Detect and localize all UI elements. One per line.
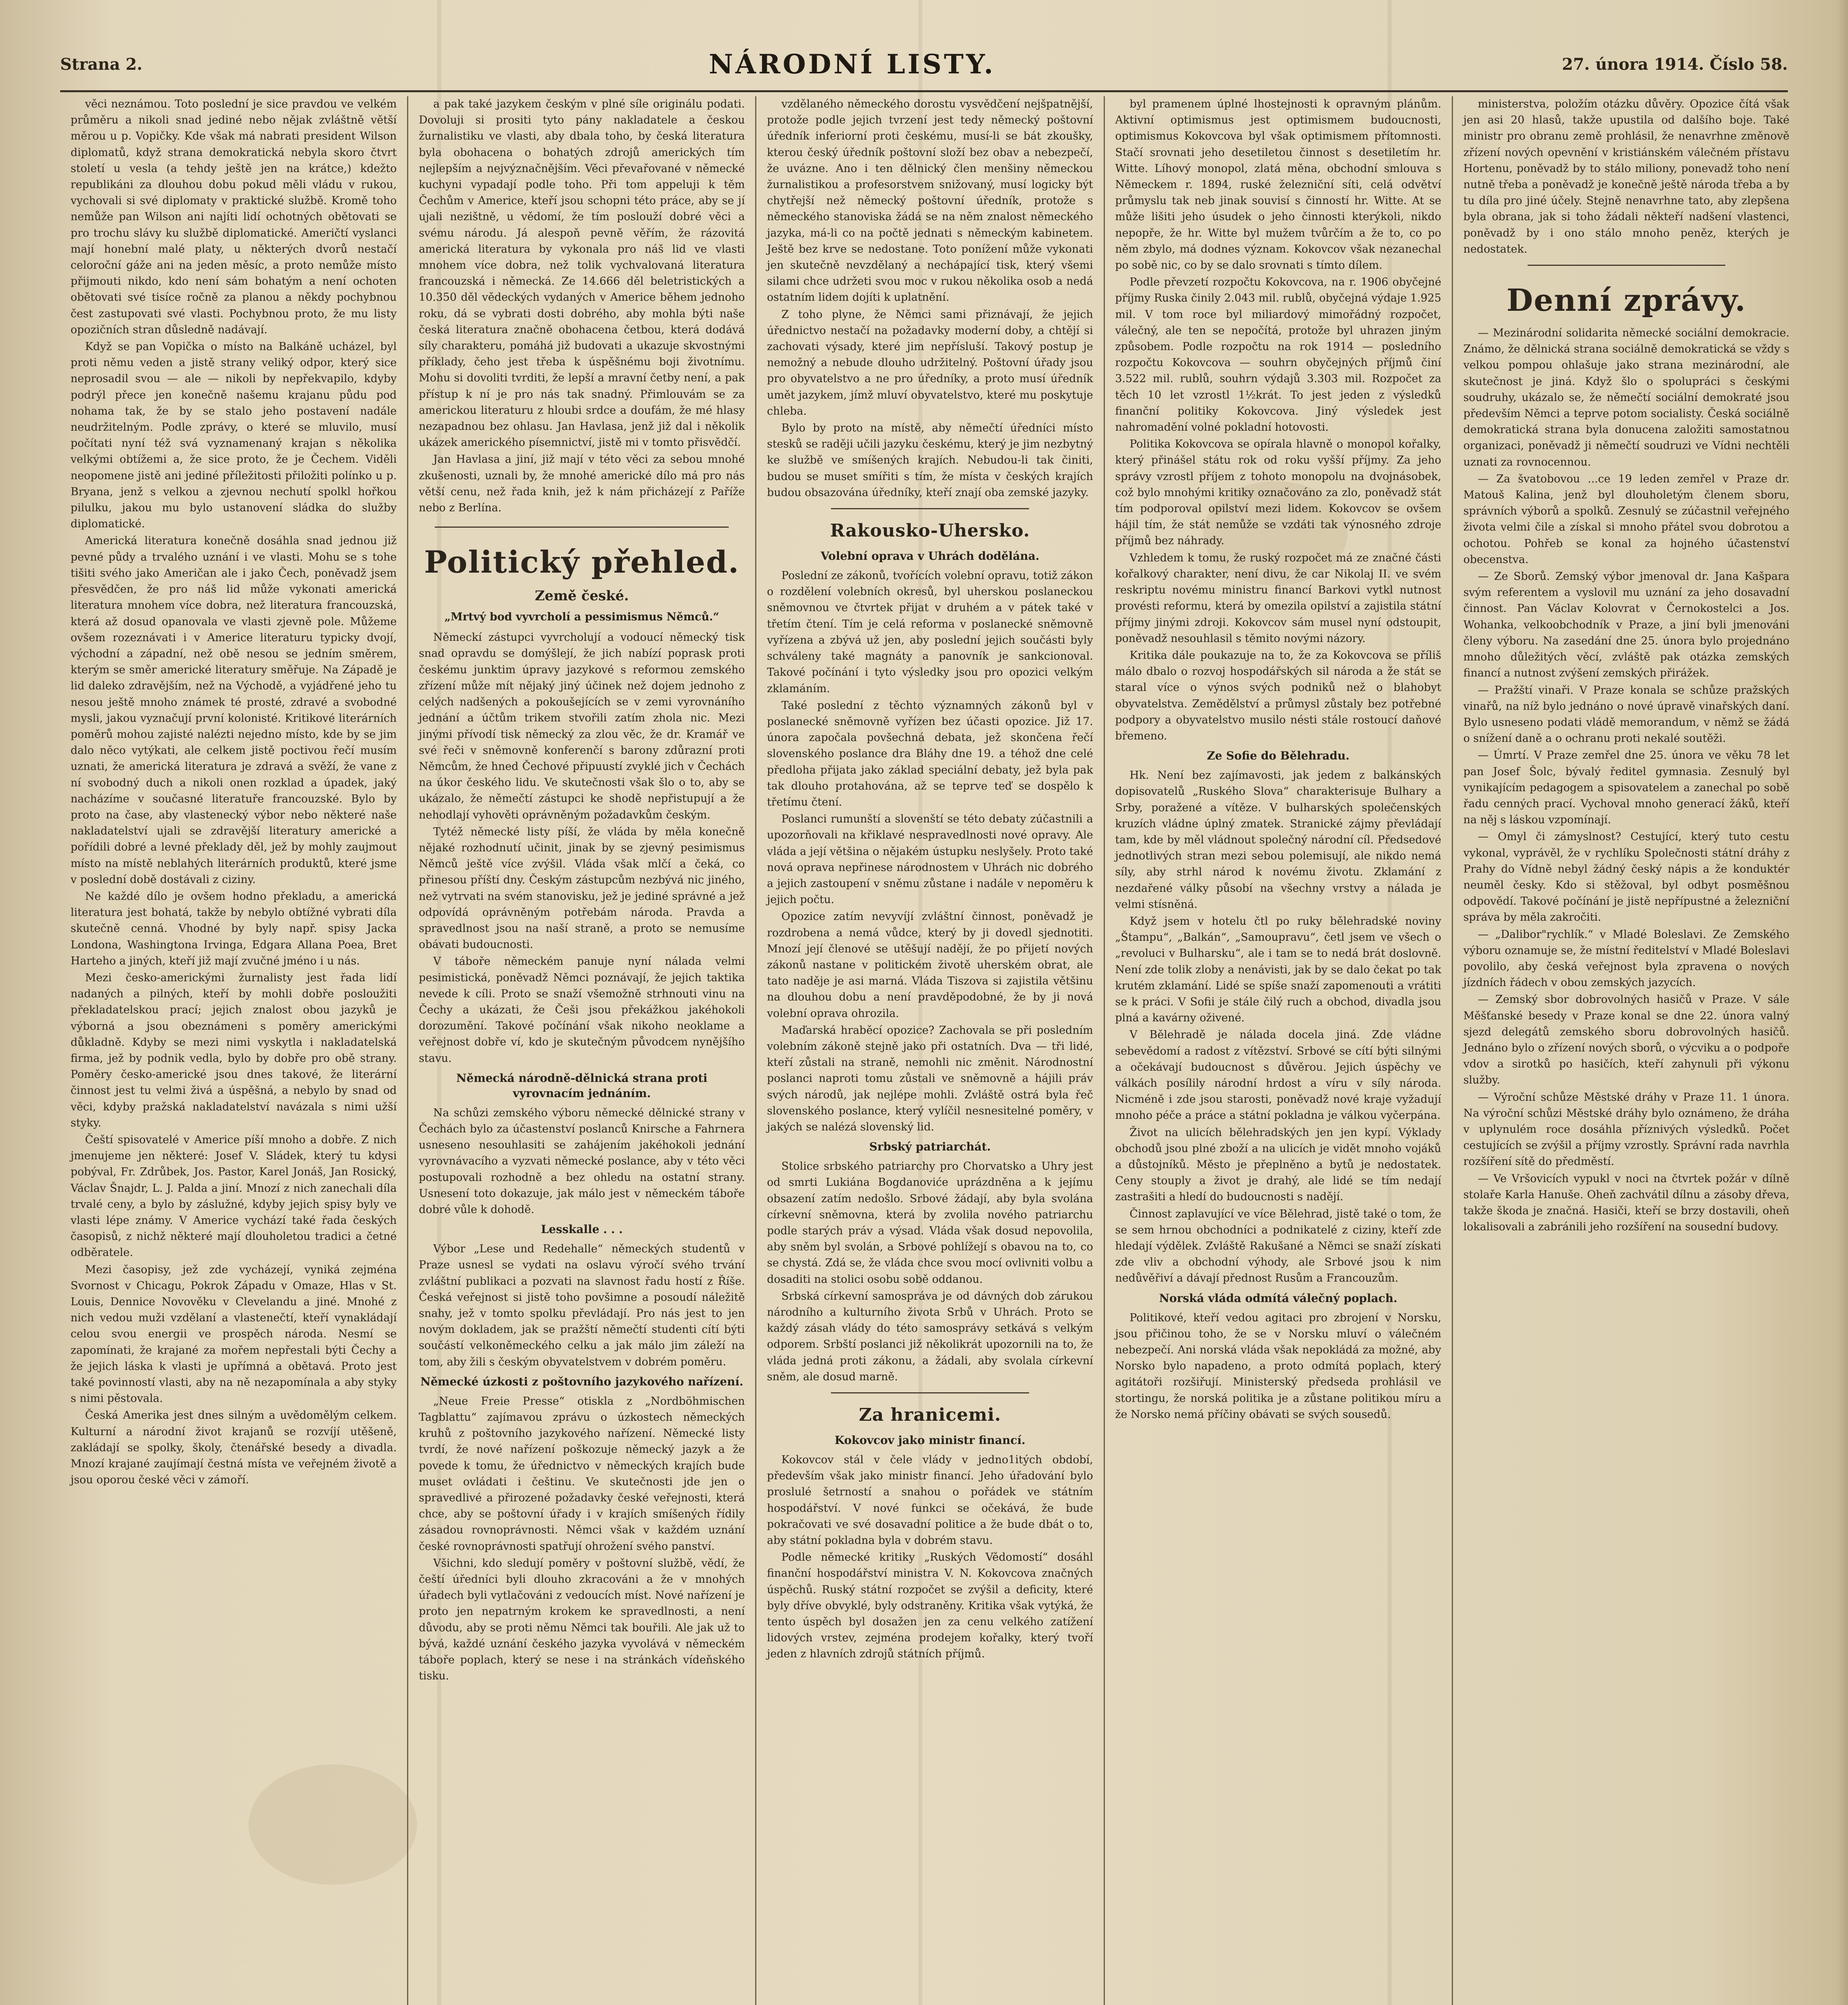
- paragraph: Kritika dále poukazuje na to, že za Kokovcova se příliš málo dbalo o rozvoj hospodářských sil národa a že stát se staral více o výnos svých podniků než o blahobyt obyvatelstva. Zemědělství a průmysl zůstaly bez potřebné podpory a obyvatelstvo musilo nésti stále rostoucí daňové břemeno.: [1115, 649, 1441, 742]
- paragraph: ministerstva, položím otázku důvěry. Opozice čítá však jen asi 20 hlasů, takže upustila od dalšího boje. Také ministr pro obranu země prohlásil, že nenavrhne změnově zřízení nových opevnění v kristiánském válečném přístavu Hortenu, poněvadž by to stálo miliony, ponevadž toho není nutně třeba a poněvadž je konečně ještě národa třeba a by tu díla pro jiné účely. Stejně nenavrhne tato, aby zlepšena byla obrana, jak si toho žádali někteří nadšení vlastenci, poněvadž by i ono stálo mnoho peněz, kterých je nedostatek.: [1463, 98, 1790, 255]
- paragraph: Podle německé kritiky „Ruských Vědomostí“ dosáhl finanční hospodářství ministra V. N. Kokovcova značných úspěchů. Ruský státní rozpočet se zvýšil a deficity, které byly dříve obvyklé, byly odstraněny. Kritika však vytýká, že tento úspěch byl dosažen jen za cenu velkého zatížení lidových vrstev, zejména prodejem kořalky, který tvoří jeden z hlavních zdrojů státních příjmů.: [767, 1551, 1093, 1661]
- news-item: — Mezinárodní solidarita německé sociální demokracie. Známo, že dělnická strana sociálně demokratická se vždy s velkou pompou ohlašuje jako strana mezinárodní, ale skutečnost je jiná. Když šlo o spolupráci s českými soudruhy, ukázalo se, že němečtí sociální demokraté jsou především Němci a teprve potom socialisty. Česká sociálně demokratická strana byla donucena založiti samostatnou organizaci, poněvadž ji němečtí soudruzi ve Vídni nechtěli uznati za rovnocennou.: [1463, 327, 1790, 468]
- paragraph: Výbor „Lese und Redehalle“ německých studentů v Praze usnesl se vydati na oslavu výročí svého trvání zvláštní publikaci a pozvati na slavnost řadu hostí z Říše. Česká veřejnost si jistě toho povšimne a posoudí náležitě snahy, jež v tomto spolku převládají. Pro nás jest to jen novým dokladem, jak se pražští němečtí studenti cítí býti součástí velkoněmeckého celku a jak málo jim záleží na tom, aby žili s českým obyvatelstvem v dobrém poměru.: [419, 1243, 745, 1368]
- news-item: — Zemský sbor dobrovolných hasičů v Praze. V sále Měšťanské besedy v Praze konal se dne 22. února valný sjezd delegátů zemského sboru dobrovolných hasičů. Jednáno bylo o zřízení nových sborů, o výcviku a o podpoře vdov a sirotků po hasičích, kteří zahynuli při výkonu služby.: [1463, 993, 1790, 1087]
- paragraph: Poslední ze zákonů, tvořících volební opravu, totiž zákon o rozdělení volebních okresů, byl uherskou poslaneckou sněmovnou ve čtvrtek přijat v druhém a v pátek také v třetím čtení. Tím je celá reforma v poslanecké sněmovně vyřízena a zbývá už jen, aby poslední jejich součásti byly schváleny také magnáty a panovník je sankcionoval. Takové počínání i tyto výsledky jsou pro opozici velkým zklamáním.: [767, 569, 1093, 695]
- paragraph: Politikové, kteří vedou agitaci pro zbrojení v Norsku, jsou přičinou toho, že se v Norsku mluví o válečném nebezpečí. Ani norská vláda však nepokládá za možné, aby Norsko bylo napadeno, a proto odmítá poplach, který agitátoři rozšiřují. Ministerský předseda prohlásil ve stortingu, že norská politika je a zůstane politikou míru a že Norsko nemá příčiny obávati se svých sousedů.: [1115, 1311, 1441, 1421]
- news-item: — Výroční schůze Městské dráhy v Praze 11. 1 února. Na výroční schůzi Městské dráhy bylo oznámeno, že dráha v uplynulém roce dosáhla příznivých výsledků. Počet cestujících se zvýšil a příjmy vzrostly. Správní rada navrhla rozšíření sítě do předměstí.: [1463, 1091, 1790, 1168]
- article-title: „Mrtvý bod vyvrcholí a pessimismus Němců.“: [444, 611, 719, 624]
- paragraph: Mezi česko-americkými žurnalisty jest řada lidí nadaných a pilných, kteří by mohli dobře posloužiti překladatelskou prací; jejich znalost obou jazyků je výborná a jsou obeznámeni s poměry americkými důkladně. Kdyby se mezi nimi vyskytla i nakladatelská firma, jež by podnik vedla, bylo by dobře pro obě strany. Poměry česko-americké jsou dnes takové, že literární činnost jest tu velmi živá a úspěšná, a nebylo by snad od věci, kdyby pražská nakladatelství navázala s nimi užší styky.: [71, 971, 397, 1129]
- article-title: Norská vláda odmítá válečný poplach.: [1159, 1291, 1398, 1305]
- paragraph: Vzhledem k tomu, že ruský rozpočet má ze značné části kořalkový charakter, není divu, že car Nikolaj II. ve svém reskriptu novému ministru financí Barkovi vytkl nutnost provésti reformu, která by omezila opilství a zajistila státní příjmy jinými zdroji. Kokovcov sám musel nyní odstoupit, poněvadž nesouhlasil s těmito novými názory.: [1115, 551, 1441, 645]
- paragraph: Česká Amerika jest dnes silným a uvědomělým celkem. Kulturní a národní život krajanů se rozvíjí utěšeně, zakládají se spolky, školy, čtenářské besedy a divadla. Mnozí krajané zaujímají čestná místa ve veřejném životě a jsou oporou české věci v zámoří.: [71, 1409, 397, 1487]
- paragraph: V Bělehradě je nálada docela jiná. Zde vládne sebevědomí a radost z vítězství. Srbové se cítí býti silnými a očekávají budoucnost s důvěrou. Jejich úspěchy ve válkách posílily národní hrdost a víru v síly národa. Nicméně i zde jsou starosti, poněvadž nové kraje vyžadují mnoho péče a práce a státní pokladna je válkou vyčerpána.: [1115, 1029, 1441, 1122]
- paragraph: Kokovcov stál v čele vlády v jedno1itých období, především však jako ministr financí. Jeho úřadování bylo proslulé šetrností a snahou o pořádek ve státním hospodářství. V nové funkci se očekává, že bude pokračovati ve své dosavadní politice a že bude dbát o to, aby státní pokladna byla v dobrém stavu.: [767, 1454, 1093, 1547]
- article-title: Německé úzkosti z poštovního jazykového nařízení.: [420, 1375, 744, 1388]
- paragraph: a pak také jazykem českým v plné síle originálu podati. Dovoluji si prositi tyto pány nakladatele a českou žurnalistiku ve vlasti, aby dbala toho, by česká literatura byla obohacena o bohatých zdrojů amerických tím nejlepším a nejvýznačnějším. Věci převařované v německé kuchyni vypadají podle toho. Při tom appeluji k těm Čechům v Americe, kteří jsou schopni této práce, aby se jí ujali nezištně, u vědomí, že tím poslouží dobré věci a svému národu. Já alespoň pevně věřím, že rázovitá americká literatura by vykonala pro náš lid ve vlasti mnohem více dobra, než tolik vychvalovaná literatura francouzská i německá. Ze 14.666 děl beletristických a 10.350 děl vědeckých vydaných v Americe během jednoho roku, dá se vybrati dosti dobrého, aby mohla býti naše česká literatura značně obohacena četbou, která dodává síly charakteru, pomáhá již budovati a ukazuje skvostnými příklady, čeho jest třeba k úspěšnému boji životnímu. Mohu si dovoliti tvrditi, že lepší a mravní četby není, a pak přístup k ní je pro nás tak snadný. Přimlouvám se za americkou literaturu z hloubi srdce a doufám, že mé hlasy nezapadnou bez ohlasu. Jan Havlasa, jenž již dal i několik ukázek amerického písemnictví, jistě mi v tomto přisvědčí.: [419, 98, 745, 449]
- paragraph: Opozice zatím nevyvíjí zvláštní činnost, poněvadž je rozdrobena a nemá vůdce, který by ji dovedl sjednotiti. Mnozí její členové se utěšují nadějí, že po přijetí nových zákonů nastane v politickém životě uherském obrat, ale tato naděje je asi marná. Vláda Tiszova si zajistila většinu na dlouhou dobu a není pravděpodobné, že by ji nová volební oprava ohrozila.: [767, 910, 1093, 1020]
- news-item: — Za švatobovou ...ce 19 leden zemřel v Praze dr. Matouš Kalina, jenž byl dlouholetým členem sboru, správních výborů a spolků. Zesnulý se zúčastnil veřejného života velmi čile a získal si mnoho přátel svou dobrotou a ochotou. Pohřeb se konal za hojného účastenství obecenstva.: [1463, 472, 1790, 566]
- paragraph: Ne každé dílo je ovšem hodno překladu, a americká literatura jest bohatá, takže by nebylo obtížné vybrati díla skutečně cenná. Vhodné by byly např. spisy Jacka Londona, Washingtona Irvinga, Edgara Allana Poea, Bret Harteho a jiných, kteří již mají zvučné jméno i u nás.: [71, 890, 397, 967]
- paragraph: Tytéž německé listy píší, že vláda by měla konečně nějaké rozhodnutí učinit, jinak by se zjevný pesimismus Němců ještě více zvýšil. Vláda však mlčí a čeká, co přinesou příští dny. Českým zástupcům nezbývá nic jiného, než vytrvati na svém stanovisku, jež je jediné správné a jež odpovídá oprávněným potřebám národa. Pravda a spravedlnost jsou na naší straně, a proto se nemusíme obávati budoucnosti.: [419, 825, 745, 951]
- article-title: Kokovcov jako ministr financí.: [835, 1434, 1025, 1447]
- date-issue: 27. února 1914. Číslo 58.: [1562, 55, 1788, 74]
- paragraph: Když se pan Vopička o místo na Balkáně ucházel, byl proti němu veden a jistě strany veliký odpor, který sice neprosadil svou — ale — nikoli by nepřekvapilo, kdyby podrýl přece jen konečně našemu krajanu půdu pod nohama tak, že by se stalo jeho postavení nadále neudržitelným. Podle zprávy, o které se mluvilo, musí počítati nyní též svá vyznamenaný krajan s několika velkými obtížemi a, že sice proto, že je Čechem. Viděli neopomene jistě ani jediné příležitosti přiložiti polínko u p. Bryana, jenž s velkou a zjevnou nechutí spolkl hořkou pilulku, jakou mu bylo ustanovení sládka do služby diplomatické.: [71, 340, 397, 531]
- paragraph: byl pramenem úplné lhostejnosti k opravným plánům. Aktivní optimismus jest optimismem budoucnosti, optimismus Kokovcova byl však optimismem přítomnosti. Stačí srovnati jeho desetiletou činnost s desetiletím hr. Witte. Líhový monopol, zlatá měna, obchodní smlouva s Německem r. 1894, ruské železniční síti, celá odvětví průmyslu tak neb jinak souvisí s činností hr. Witte. At se může lišiti jeho úsudek o jeho činnosti kterýkoli, nikdo nepopře, že hr. Witte byl mužem tvůrčím a že to, co po něm zbylo, má dodnes význam. Kokovcov však nezanechal po sobě nic, co by se dalo srovnati s tímto dílem.: [1115, 98, 1441, 272]
- section-title-politicky-prehled: Politický přehled.: [424, 544, 740, 580]
- paragraph: Všichni, kdo sledují poměry v poštovní službě, vědí, že čeští úředníci byli dlouho zkracováni a že v mnohých úřadech byli vytlačováni z vedoucích míst. Nové nařízení je proto jen nepatrným krokem ke spravedlnosti, a není důvodu, aby se proti němu Němci tak bouřili. Ale jak už to bývá, každé uznání českého jazyka vyvolává v německém táboře poplach, který se nese i na stránkách vídeňského tisku.: [419, 1557, 745, 1683]
- paragraph: Mezi časopisy, jež zde vycházejí, vyniká zejména Svornost v Chicagu, Pokrok Západu v Omaze, Hlas v St. Louis, Dennice Novověku v Clevelandu a jiné. Mnohé z nich vedou muži vzdělaní a vlastenečtí, kteří vynakládají celou svou energii ve prospěch národa. Nesmí se zapomínati, že krajané za mořem nepřestali býti Čechy a že jejich láska k vlasti je upřímná a obětavá. Proto jest také povinností vlasti, aby na ně nezapomínala a aby styky s nimi pěstovala.: [71, 1263, 397, 1405]
- section-title-denni-zpravy: Denní zprávy.: [1506, 282, 1747, 318]
- news-item: — „Dalibor"rychlík.“ v Mladé Boleslavi. Ze Zemského výboru oznamuje se, že místní ředitelství v Mladé Boleslavi povolilo, aby česká veřejnost byla zpravena o nových jízdních řádech v obou zemských jazycích.: [1463, 928, 1790, 989]
- news-item: — Ze Sborů. Zemský výbor jmenoval dr. Jana Kašpara svým referentem a vyslovil mu uznání za jeho dosavadní činnost. Pan Václav Kolovrat v Černokostelci a Jos. Wohanka, velkoobchodník v Praze, a jiní byli jmenováni členy výboru. Na zasedání dne 25. února bylo projednáno mnoho důležitých věcí, zvláště pak otázka zemských financí a nutnost zvýšení zemských přirážek.: [1463, 570, 1790, 680]
- paragraph: Činnost zaplavující ve více Bělehrad, jistě také o tom, že se sem hrnou obchodníci a podnikatelé z ciziny, kteří zde hledají výdělek. Zvláště Rakušané a Němci se snaží získati zde vliv a obchodní výhody, ale Srbové jsou k nim nedůvěřiví a dávají přednost Rusům a Francouzům.: [1115, 1207, 1441, 1285]
- article-title: Srbský patriarchát.: [869, 1140, 991, 1154]
- paragraph: Americká literatura konečně dosáhla snad jednou již pevné půdy a trvalého uznání i ve vlasti. Mohu se s tohe tišiti svého jako Američan ale i jako Čech, poněvadž jsem přesvědčen, že pro náš lid může vykonati americká literatura mnohem více dobra, než literatura francouzská, která až dosud opanovala ve vlasti zjevně pole. Můžeme ovšem rozeznávati i v Americe literaturu typicky dvojí, východní a západní, než obě nesou se jedním směrem, kterým se směr americké literatury směřuje. Na Západě je lid daleko zdravějším, než na Východě, a vyjádřené jeho tu nesou ještě mnoho známek té prosté, zdravé a svobodné mysli, jakou vyznačují první kolonisté. Kritikové literárních poměrů mohou zajisté nalézti nejedno místo, kde by se jim dalo něco vytýkati, ale celkem jistě poctivou řečí musím uznati, že americká literatura je zdravá a svěží, že vane z ní svobodný duch a nikoli onen rozklad a úpadek, jaký nacházíme v současné literatuře francouzské. Bylo by proto na čase, aby vlastenecký výbor nebo některé naše nakladatelství ujali se zdravější literatury americké a pořídili dobré a levné překlady děl, jež by mohly zaujmout místo na místě neblahých literárních produktů, které jsme v poslední době dostávali z ciziny.: [71, 535, 397, 886]
- column-4: [1105, 96, 1453, 2005]
- paragraph: Poslanci rumunští a slovenští se této debaty zúčastnili a upozorňovali na křiklavé nespravedlnosti nové opravy. Ale vláda a její většina o nějakém ústupku neslyšely. Proto také nová oprava nepřinese národnostem v Uhrách nic dobrého a jejich zastoupení v sněmu zůstane i nadále v nepoměru k jejich počtu.: [767, 813, 1093, 906]
- news-item: — Omyl či zámyslnost? Cestující, který tuto cestu vykonal, vyprávěl, že v rychlíku Společnosti státní dráhy z Prahy do Vídně nebyl žádný český nápis a že konduktér neuměl česky. Kdo si stěžoval, byl odbyt posměšnou odpovědí. Takové počínání je jistě nepřípustné a železniční správa by měla zakročiti.: [1463, 830, 1790, 924]
- article-title: Lesskalle . . .: [541, 1223, 623, 1236]
- column-3: [756, 96, 1104, 2005]
- page-number: Strana 2.: [60, 55, 143, 74]
- paragraph: Jan Havlasa a jiní, již mají v této věci za sebou mnohé zkušenosti, uznali by, že mnohé americké dílo má pro nás větší cenu, než řada knih, jež k nám přicházejí z Paříže nebo z Berlína.: [419, 453, 745, 514]
- column-2: [408, 96, 756, 2005]
- news-item: — Úmrtí. V Praze zemřel dne 25. února ve věku 78 let pan Josef Šolc, bývalý ředitel gymnasia. Zesnulý byl vynikajícím pedagogem a spisovatelem a zanechal po sobě řadu cenných prací. Vychoval mnoho generací žáků, kteří na něj s láskou vzpomínají.: [1463, 749, 1790, 826]
- torn-edge: [1837, 0, 1848, 2005]
- paragraph: Německí zástupci vyvrcholují a vodoucí německý tisk snad opravdu se domýšlejí, že jich nabízí poprask proti českému junktim úpravy jazykové s reformou zemského zřízení může mít nějaký jiný účinek než dojem jednoho z celých nadšených a pokoušejících se v zemi vyrovnáního jednání a účtům trikem stvořili zatím zhola nic. Mezi jinými přívodí tisk německý za zlou věc, že dr. Kramář ve své řeči v sněmovně konferenčí s barony zdůrazní proti Němcům, že hned Čechové připuustí zvyklé jich v Čechách na úkor českého lidu. Ve skutečnosti však šlo o to, aby se ukázalo, že němečtí zástupci ke shodě nepřistupují a že nehodlají vyhověti oprávněným požadavkům českým.: [419, 631, 745, 821]
- section-title-za-hranicemi: Za hranicemi.: [859, 1405, 1001, 1426]
- paragraph: Když jsem v hotelu čtl po ruky bělehradské noviny „Štampu“, „Balkán“, „Samoupravu“, četl jsem ve všech o „revoluci v Bulharsku“, ale i tam se to nedá brát doslovně. Není zde tolik zloby a nenávisti, jak by se dalo čekat po tak krutém zklamání. Lidé se spíše snaží zapomenouti a vrátiti se k práci. V Sofii je stále čilý ruch a obchod, divadla jsou plná a kavárny oživené.: [1115, 915, 1441, 1025]
- paragraph: Také poslední z těchto významných zákonů byl v poslanecké sněmovně vyřízen bez účasti opozice. Již 17. února započala povšechná debata, jež skončena řečí slovenského poslance dra Bláhy dne 19. a téhož dne celé předloha přijata jako základ speciální debaty, jež byla pak tak dlouho protahována, až se teprve teď se dospělo k třetímu čtení.: [767, 699, 1093, 808]
- section-divider: [435, 527, 729, 528]
- section-divider: [1528, 265, 1725, 266]
- paragraph: Srbská církevní samospráva je od dávných dob zárukou národního a kulturního života Srbů v Uhrách. Proto se každý zásah vlády do této samosprávy setkává s velkým odporem. Srbští poslanci již několikrát upozornili na to, že vláda jedná proti zákonu, a žádali, aby svolala církevní sněm, ale dosud marně.: [767, 1290, 1093, 1383]
- article-columns: [60, 96, 1800, 2005]
- section-divider: [831, 1392, 1029, 1393]
- column-5: [1453, 96, 1800, 2005]
- newspaper-title: NÁRODNÍ LISTY.: [709, 49, 996, 80]
- paragraph: Bylo by proto na místě, aby němečtí úředníci místo stesků se raději učili jazyku českému, který je jim nezbytný ke službě ve smíšených krajích. Nebudou-li tak činiti, budou se muset smířiti s tím, že místa v českých krajích budou obsazována úředníky, kteří znají oba zemské jazyky.: [767, 422, 1093, 499]
- section-title-rakousko-uhersko: Rakousko-Uhersko.: [830, 520, 1030, 541]
- paragraph: „Neue Freie Presse“ otiskla z „Nordböhmischen Tagblattu“ zajímavou zprávu o úzkostech německých kruhů z poštovního jazykového nařízení. Německé listy tvrdí, že nové nařízení poškozuje německý jazyk a že povede k tomu, že úřednictvo v německých krajích bude muset ovládati i češtinu. Ve skutečnosti jde jen o spravedlivé a přirozené požadavky české veřejnosti, která chce, aby se poštovní úřady i v krajích smíšených řídily zásadou rovnoprávnosti. Němci však v každém uznání české rovnoprávnosti spatřují ohrožení svého panství.: [419, 1395, 745, 1553]
- section-divider: [831, 508, 1029, 509]
- paragraph: Podle převzetí rozpočtu Kokovcova, na r. 1906 obyčejné příjmy Ruska činily 2.043 mil. rublů, obyčejná výdaje 1.925 mil. V tom roce byl miliardový mimořádný rozpočet, válečný, ale ten se nepočítá, protože byl uhrazen jiným způsobem. Podle rozpočtu na rok 1914 — posledního rozpočtu Kokovcova — souhrn obyčejných příjmů činí 3.522 mil. rublů, souhrn výdajů 3.303 mil. Rozpočet za těch 10 let vzrostl 1½krát. To jest jeden z výsledků finanční politiky Kokovcova. Jiný výsledek jest nahromadění volné pokladní hotovosti.: [1115, 276, 1441, 434]
- article-title: Ze Sofie do Bělehradu.: [1207, 749, 1350, 763]
- news-item: — Ve Vršovicích vypukl v noci na čtvrtek požár v dílně stolaře Karla Hanuše. Oheň zachvátil dílnu a zásoby dřeva, takže škoda je značná. Hasiči, kteří se brzy dostavili, oheň lokalisovali a zabránili jeho rozšíření na sousední budovy.: [1463, 1172, 1790, 1233]
- paragraph: Na schůzi zemského výboru německé dělnické strany v Čechách bylo za účastenství poslanců Knirsche a Fahrnera usneseno nesouhlasiti se zahájením jakéhokoli jednání vyrovnávacího a vyzvati německé poslance, aby v této věci postupovali rozhodně a bez ohledu na ostatní strany. Usnesení toto dokazuje, jak málo jest v německém táboře dobré vůle k dohodě.: [419, 1106, 745, 1216]
- paragraph: V táboře německém panuje nyní nálada velmi pesimistická, poněvadž Němci poznávají, že jejich taktika nevede k cíli. Proto se snaží všemožně strhnouti vinu na Čechy a ukázati, že Češi jsou překážkou jakéhokoli dorozumění. Takové počínání však nikoho neoklame a veřejnost dobře ví, kdo je skutečným původcem nynějšího stavu.: [419, 955, 745, 1065]
- paragraph: věci neznámou. Toto poslední je sice pravdou ve velkém průměru a nikoli snad jediné nebo nějak zvláštně větší měrou u p. Vopičky. Kde však má nabrati president Wilson diplomatů, když strana demokratická nebyla skoro čtvrt století u vesla (a tehdy ještě jen na krátce,) kdežto republikáni za dlouhou dobu pokud měli vládu v rukou, vychovali si své diplomaty v praktické službě. Kromě toho nemůže pan Wilson ani najíti lidí ochotných obětovati se pro trochu slávy ku službě diplomatické. Američtí vyslanci mají honební malé platy, u některých dvorů nestačí celoroční gáže ani na jeden měsíc, a proto nemůže místo přijmouti nikdo, kdo není sám bohatým a není ochoten obětovati své tisíce ročně za planou a někdy pochybnou čest zastupovati své vlasti. Pochybnou proto, že mu listy opozičních stran důsledně nadávají.: [71, 98, 397, 336]
- paragraph: vzdělaného německého dorostu vysvědčení nejšpatnější, protože podle jejich tvrzení jest tedy německý poštovní úředník inferiorní proti českému, musí-li se bát zkoušky, kterou český úředník poštovní složí bez obav a nebezpečí, že uvázne. Ano i ten dělnický člen menšiny německou žurnalistikou a profesorstvem snižovaný, musí logicky být chytřejší než německý poštovní úředník, protože s německého stanoviska žádá se na něm znalost německého jazyka, má-li co na počtě jednati s německým kabinetem. Ještě bez krve se nedostane. Toto ponížení může vykonati jen skutečně nevzdělaný a nechápající tisk, který všemi silami chce udržeti svou moc v rukou několika osob a nedá ostatním lidem dojíti k uplatnění.: [767, 98, 1093, 304]
- paragraph: Hk. Není bez zajímavosti, jak jedem z balkánských dopisovatelů „Ruského Slova“ charakterisuje Bulhary a Srby, poražené a vítěze. V bulharských společenských kruzích vládne úplný zmatek. Stranické zájmy převládají tam, kde by měl vládnout společný národní cíl. Předsedové jednotlivých stran mezi sebou polemisují, ale nikdo nemá síly, aby strhl národ k novému životu. Zklamání z nezdařené války působí na všechny vrstvy a nálada je velmi stísněná.: [1115, 769, 1441, 911]
- paragraph: Politika Kokovcova se opírala hlavně o monopol kořalky, který přinášel státu rok od roku vyšší příjmy. Za jeho správy vzrostl příjem z tohoto monopolu na dvojnásobek, což bylo mnohými kritiky označováno za zlo, poněvadž stát tím podporoval opilství mezi lidem. Kokovcov se ovšem hájil tím, že stát nemůže se vzdáti tak výnosného zdroje příjmů bez náhrady.: [1115, 438, 1441, 547]
- subsection-title: Země české.: [535, 588, 629, 604]
- paragraph: Život na ulicích bělehradských jen jen kypí. Výklady obchodů jsou plné zboží a na ulicích je vidět mnoho vojáků a důstojníků. Město je přeplněno a bytů je nedostatek. Ceny stouply a život je drahý, ale lidé se tím nedají zastrašiti a hledí do budoucnosti s nadějí.: [1115, 1126, 1441, 1203]
- paragraph: Z toho plyne, že Němci sami přiznávají, že jejich úřednictvo nestačí na požadavky moderní doby, a chtějí si zachovati výsady, které jim nepřísluší. Takový postup je nemožný a nebude dlouho udržitelný. Poštovní úřady jsou pro obyvatelstvo a ne pro úředníky, a proto musí úředník umět jazykem, jímž mluví obyvatelstvo, které mu poskytuje chleba.: [767, 308, 1093, 417]
- article-title: Německá národně-dělnická strana proti vyrovnacím jednáním.: [456, 1071, 707, 1100]
- masthead: [60, 38, 1788, 92]
- paragraph: Maďarská hraběcí opozice? Zachovala se při posledním volebním zákoně stejně jako při ostatních. Dva — tři lidé, kteří zůstali na straně, nemohli nic změnit. Národnostní poslanci naproti tomu zůstali ve sněmovně a hájili práv svých národů, jak nejlépe mohli. Zvláště ostrá byla řeč slovenského poslance, který vylíčil nesnesitelné poměry, v jakých se nalézá slovenský lid.: [767, 1024, 1093, 1133]
- news-item: — Pražští vinaři. V Praze konala se schůze pražských vinařů, na níž bylo jednáno o nové úpravě vinařských daní. Bylo usneseno podati vládě memorandum, v němž se žádá o snížení daně a o ochranu proti nekalé soutěži.: [1463, 684, 1790, 745]
- paragraph: Stolice srbského patriarchy pro Chorvatsko a Uhry jest od smrti Lukiána Bogdanoviće uprázdněna a k jejímu obsazení zatím nedošlo. Srbové žádají, aby byla svolána církevní sněmovna, která by zvolila nového patriarchu podle starých práv a výsad. Vláda však dosud nepovolila, aby sněm byl svolán, a Srbové pohlížejí s obavou na to, co se chystá. Zdá se, že vláda chce svou mocí ovlivniti volbu a dosaditi na stolici osobu sobě oddanou.: [767, 1160, 1093, 1286]
- article-title: Volební oprava v Uhrách dodělána.: [821, 549, 1040, 563]
- column-1: [60, 96, 408, 2005]
- paragraph: Čeští spisovatelé v Americe píší mnoho a dobře. Z nich jmenujeme jen některé: Josef V. Sládek, který tu kdysi pobýval, Fr. Zdrůbek, Jos. Pastor, Karel Jonáš, Jan Rosický, Václav Šnajdr, L. J. Palda a jiní. Mnozí z nich zanechali díla trvalé ceny, a bylo by záslužné, kdyby jejich spisy byly ve vlasti lépe známy. V Americe vychází také řada českých časopisů, z nichž některé mají dlouholetou tradici a četné odběratele.: [71, 1134, 397, 1259]
